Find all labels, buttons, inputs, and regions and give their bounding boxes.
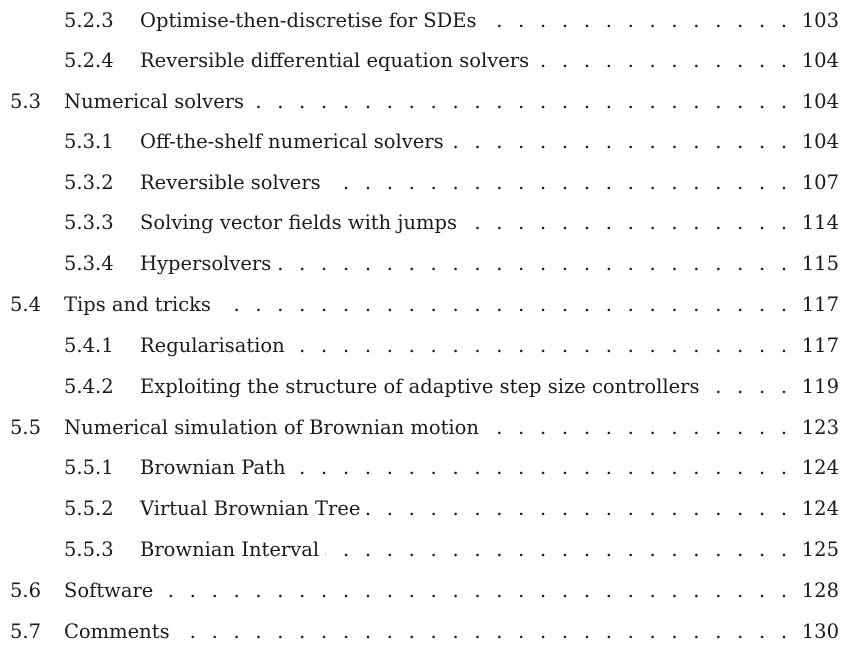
toc-entry[interactable] [0, 290, 857, 320]
toc-entry-title: Virtual Brownian Tree [140, 494, 366, 524]
toc-entry-number: 5.2.3 [64, 9, 114, 32]
toc-entry-title: Tips and tricks [64, 290, 217, 320]
toc-entry-number: 5.7 [10, 620, 42, 643]
toc-entry[interactable] [0, 413, 857, 443]
toc-entry-page: 128 [799, 576, 839, 606]
toc-entry-number: 5.4.1 [64, 334, 114, 357]
toc-entry-title: Reversible solvers [140, 168, 327, 198]
toc-entry-title: Optimise-then-discretise for SDEs [140, 6, 483, 36]
toc-entry-number: 5.5.2 [64, 497, 114, 520]
toc-entry[interactable] [0, 168, 857, 198]
toc-entry-number: 5.3.1 [64, 130, 114, 153]
toc-entry-number: 5.3.3 [64, 211, 114, 234]
toc-entry-page: 117 [799, 331, 839, 361]
toc-entry-title: Solving vector fields with jumps [140, 208, 463, 238]
toc-entry-number: 5.3 [10, 90, 42, 113]
dot-leader [64, 576, 809, 606]
toc-entry-page: 123 [799, 413, 839, 443]
toc-entry[interactable] [0, 249, 857, 279]
toc-entry[interactable] [0, 208, 857, 238]
toc-entry-title: Hypersolvers [140, 249, 277, 279]
toc-entry[interactable] [0, 127, 857, 157]
toc-entry-number: 5.3.4 [64, 252, 114, 275]
toc-entry[interactable] [0, 535, 857, 565]
toc-entry[interactable] [0, 453, 857, 483]
toc-entry-page: 103 [799, 6, 839, 36]
toc-entry-number: 5.4.2 [64, 375, 114, 398]
toc-entry[interactable] [0, 372, 857, 402]
toc-entry-page: 130 [799, 617, 839, 647]
toc-entry-title: Comments [64, 617, 176, 647]
toc-entry-page: 119 [799, 372, 839, 402]
toc-entry[interactable] [0, 87, 857, 117]
toc-entry-number: 5.5 [10, 416, 42, 439]
toc-entry-title: Numerical solvers [64, 87, 250, 117]
toc-entry-number: 5.2.4 [64, 49, 114, 72]
dot-leader [64, 617, 809, 647]
toc-entry[interactable] [0, 331, 857, 361]
toc-entry[interactable] [0, 494, 857, 524]
toc-entry-page: 115 [799, 249, 839, 279]
toc-entry[interactable] [0, 46, 857, 76]
toc-entry-page: 107 [799, 168, 839, 198]
toc-entry[interactable] [0, 6, 857, 36]
toc-entry-page: 124 [799, 494, 839, 524]
toc-entry-number: 5.5.3 [64, 538, 114, 561]
toc-entry-page: 104 [799, 46, 839, 76]
toc-entry-title: Brownian Interval [140, 535, 325, 565]
toc-entry-number: 5.4 [10, 293, 42, 316]
toc-entry-number: 5.6 [10, 579, 42, 602]
toc-entry-page: 104 [799, 127, 839, 157]
toc-entry-title: Numerical simulation of Brownian motion [64, 413, 485, 443]
toc-entry-title: Off-the-shelf numerical solvers [140, 127, 450, 157]
toc-entry-page: 114 [799, 208, 839, 238]
toc-entry[interactable] [0, 576, 857, 606]
toc-entry-title: Exploiting the structure of adaptive step size controllers [140, 372, 705, 402]
toc-entry-number: 5.3.2 [64, 171, 114, 194]
toc-entry-title: Reversible differential equation solvers [140, 46, 535, 76]
toc-entry[interactable] [0, 617, 857, 647]
toc-entry-number: 5.5.1 [64, 456, 114, 479]
toc-entry-page: 125 [799, 535, 839, 565]
toc-entry-title: Regularisation [140, 331, 291, 361]
toc-entry-page: 117 [799, 290, 839, 320]
toc-entry-page: 124 [799, 453, 839, 483]
toc-entry-title: Software [64, 576, 159, 606]
toc-entry-page: 104 [799, 87, 839, 117]
toc-entry-title: Brownian Path [140, 453, 292, 483]
